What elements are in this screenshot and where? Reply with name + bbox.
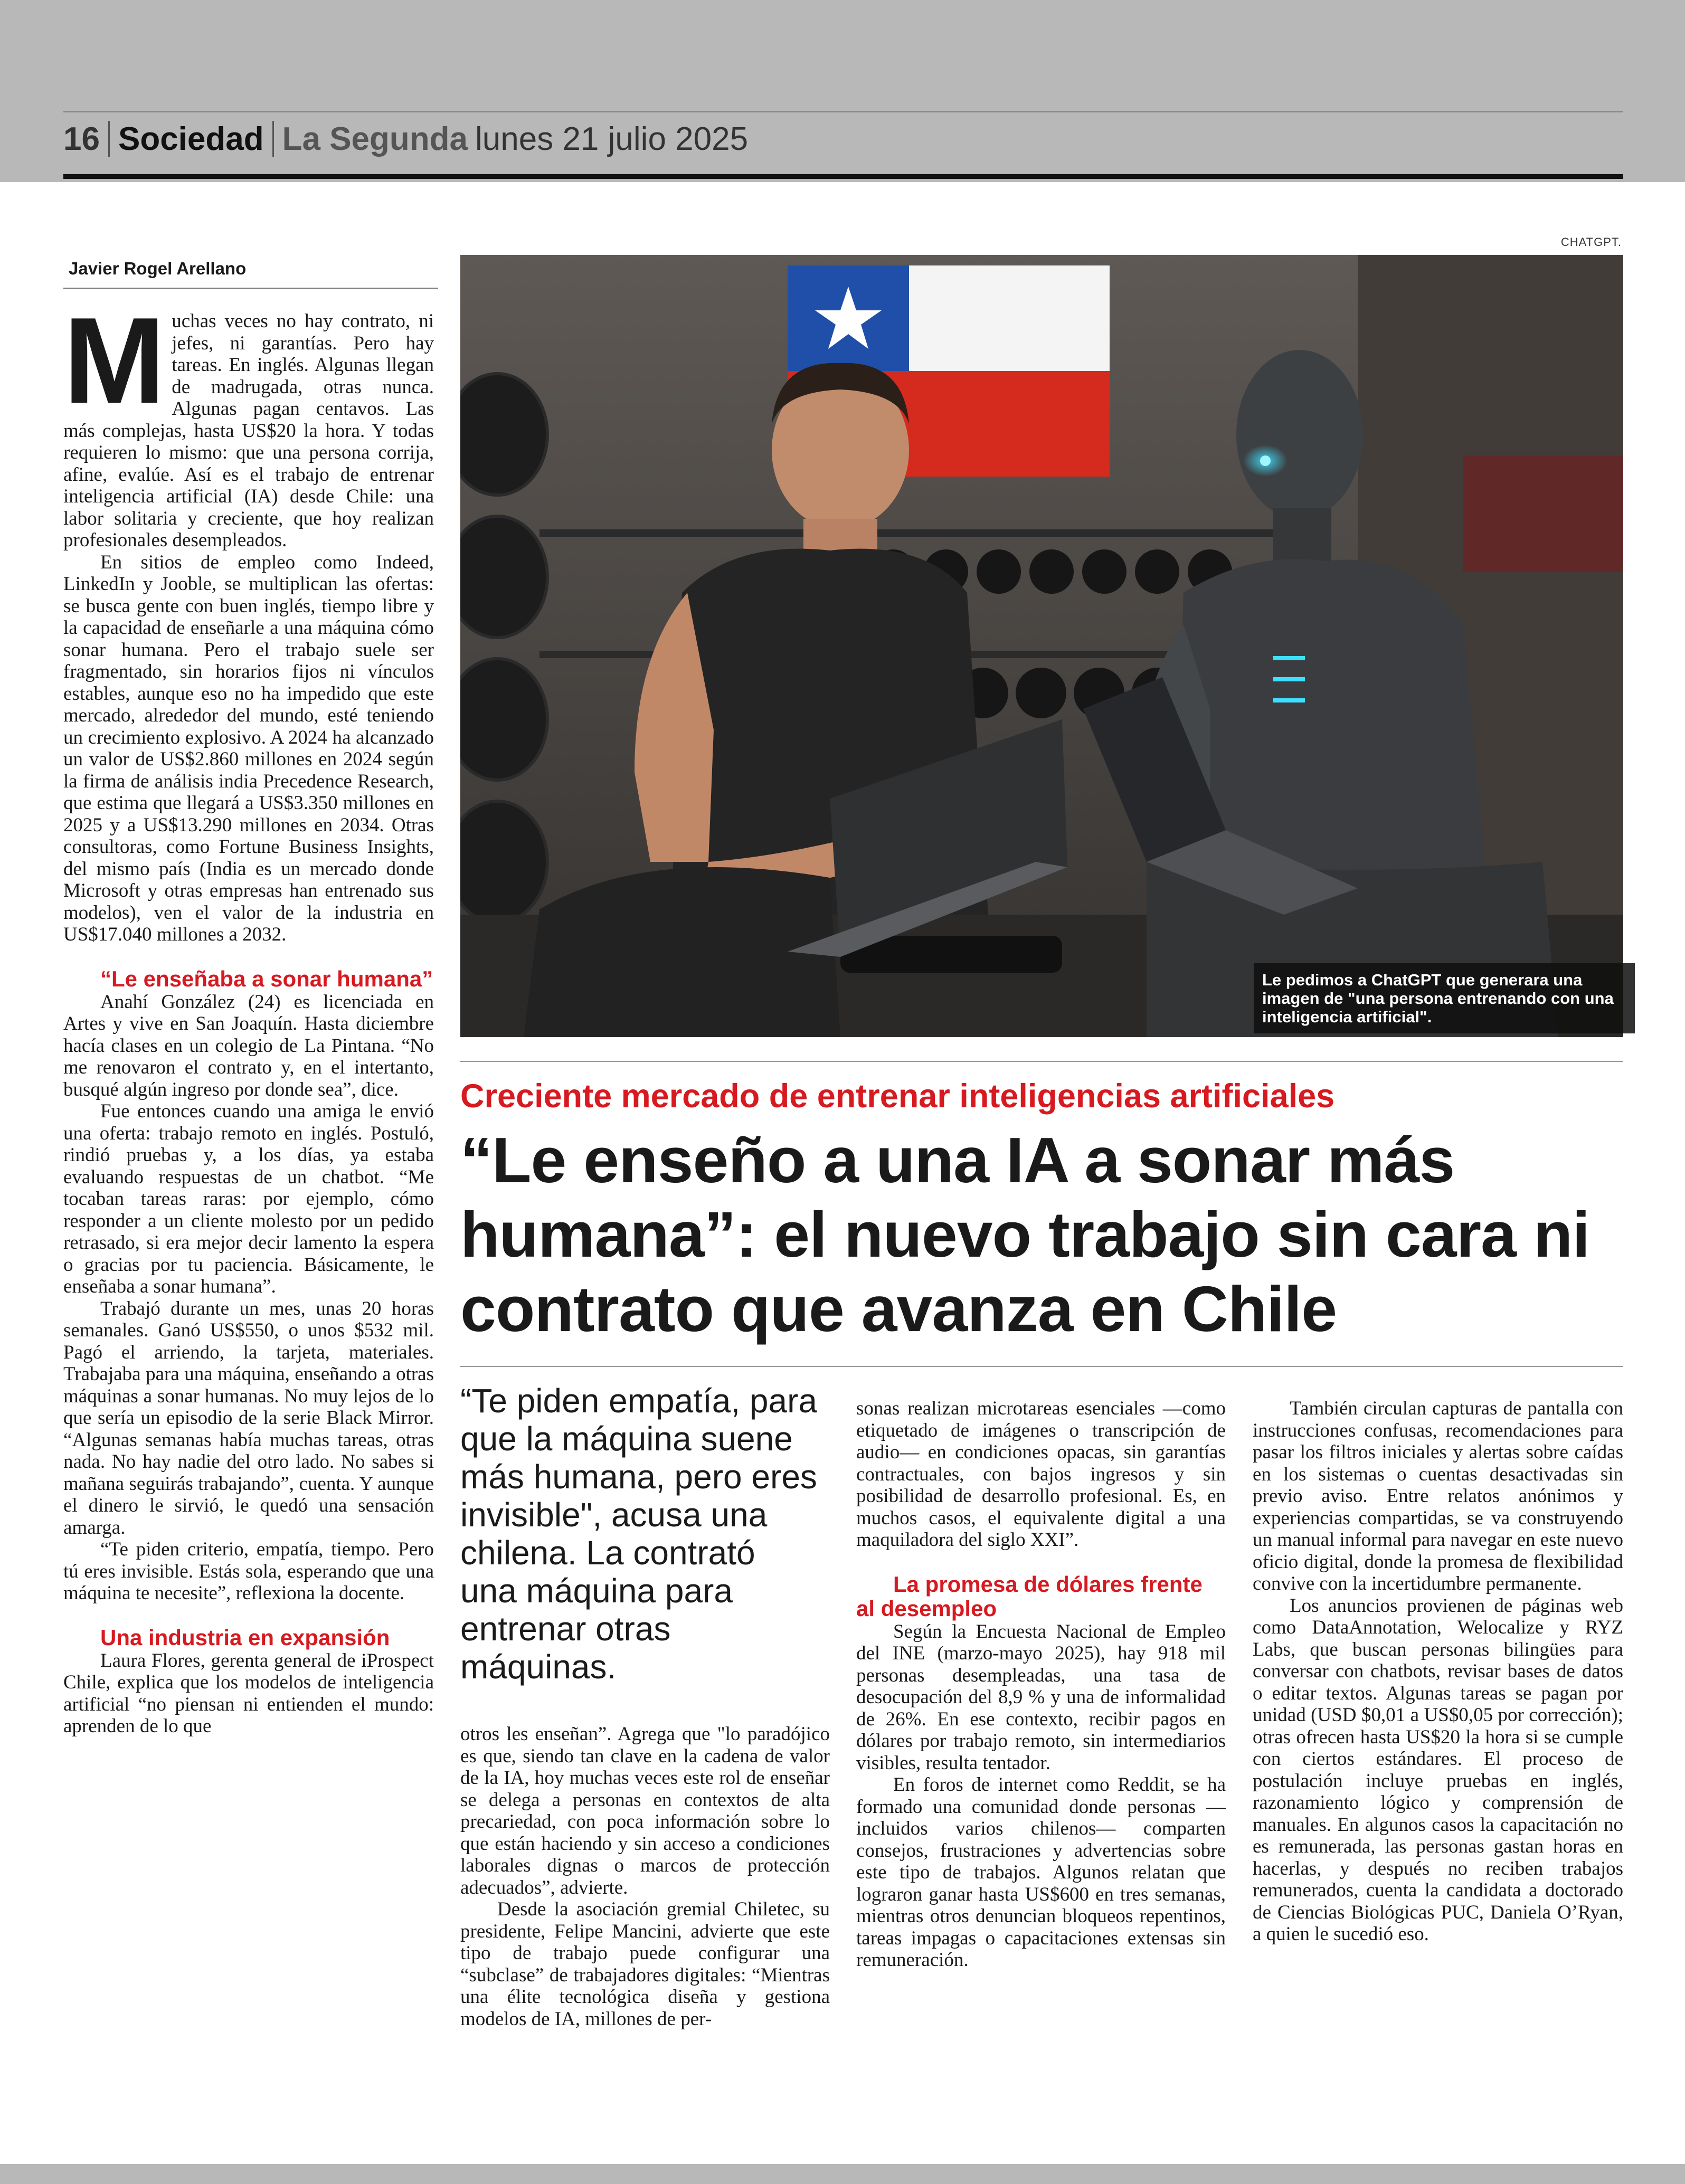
body-paragraph: En sitios de empleo como Indeed, LinkedIn y Jooble, se multiplican las ofertas: se busca gente con buen inglés, tiempo libre y la capacidad de enseñarle a una máquina cómo sonar humana. Pero el trabajo suele ser fragmentado, sin horarios fijos ni vínculos estables, aunque eso no ha impedido que este mercado, alrededor del mundo, esté teniendo un crecimiento explosivo. A 2024 ha alcanzado un valor de US$2.860 millones en 2024 según la firma de análisis india Precedence Research, que estima que llegará a US$3.350 millones en 2025 y a US$13.290 millones en 2034. Otras consultoras, como Fortune Business Insights, del mismo país (India es un mercado donde Microsoft y otras empresas han entrenado sus modelos), ven el valor de la industria en US$17.040 millones a 2032. [63, 551, 434, 945]
kicker-rule [460, 1061, 1623, 1062]
body-paragraph: Los anuncios provienen de páginas web como DataAnnotation, Welocalize y RYZ Labs, que buscan personas bilingües para conversar con chatbots, revisar bases de datos o editar textos. Algunas tareas se pagan por unidad (USD $0,01 a US$0,05 por corrección); otras ofrecen hasta US$20 la hora si se cumple con ciertos estándares. El proceso de postulación incluye pruebas en inglés, razonamiento lógico y comprensión de manuales. En algunos casos la capacitación no es remunerada, las personas gastan horas en hacerlas, y después no reciben trabajos remunerados, cuenta la candidata a doctorado de Ciencias Biológicas PUC, Daniela O’Ryan, a quien le sucedió eso. [1253, 1594, 1623, 1945]
byline-rule [63, 288, 438, 289]
subheading: La promesa de dólares frente al desempleo [856, 1571, 1203, 1621]
section-name: Sociedad [118, 120, 264, 157]
header-bottom-rule [63, 174, 1623, 179]
article-column-3 [856, 1398, 1226, 1971]
article-column-2 [460, 1723, 830, 2030]
photo-credit: CHATGPT. [1560, 235, 1622, 249]
header-top-rule [63, 111, 1623, 112]
subheading: Una industria en expansión [100, 1625, 390, 1650]
lead-paragraph: Muchas veces no hay contrato, ni jefes, ni garantías. Pero hay tareas. En inglés. Algunas llegan de madrugada, otras nunca. Algunas pagan centavos. Las más complejas, hasta US$20 la hora. Y todas requieren lo mismo: que una persona corrija, afine, evalúe. Así es el trabajo de entrenar inteligencia artificial (IA) desde Chile: una labor solitaria y creciente, que hoy realizan profesionales desempleados. [63, 292, 434, 551]
pull-quote: “Te piden empatía, para que la máquina suene más humana, pero eres invisible", acusa una chilena. La contrató una máquina para entrenar otras máquinas. [460, 1382, 817, 1686]
body-paragraph: Desde la asociación gremial Chiletec, su presidente, Felipe Mancini, advierte que este tipo de trabajo puede configurar una “subclase” de trabajadores digitales: “Mientras una élite tecnológica diseña y gestiona modelos de IA, millones de per- [460, 1898, 830, 2030]
page-number: 16 [63, 120, 100, 157]
publication-name: La Segunda [282, 120, 468, 157]
headline: “Le enseño a una IA a sonar más humana”: el nuevo trabajo sin cara ni contrato que avanza en Chile [460, 1124, 1590, 1345]
byline: Javier Rogel Arellano [69, 259, 247, 278]
body-paragraph: “Te piden criterio, empatía, tiempo. Pero tú eres invisible. Estás sola, esperando que una máquina te necesite”, reflexiona la docente. [63, 1539, 434, 1604]
body-paragraph: otros les enseñan”. Agrega que "lo paradójico es que, siendo tan clave en la cadena de valor de la IA, hoy muchas veces este rol de enseñar se delega a personas en contextos de alta precariedad, con poca información sobre lo que están haciendo y sin acceso a condiciones laborales dignas o marcos de protección adecuados”, advierte. [460, 1723, 830, 1898]
headline-rule [460, 1366, 1623, 1367]
body-paragraph: En foros de internet como Reddit, se ha formado una comunidad donde personas —incluidos varios chilenos— comparten consejos, frustraciones y advertencias sobre este tipo de trabajos. Algunos relatan que lograron ganar hasta US$600 en tres semanas, mientras otros denuncian bloqueos repentinos, tareas impagas o capacitaciones extensas sin remuneración. [856, 1774, 1226, 1971]
body-paragraph: Anahí González (24) es licenciada en Artes y vive en San Joaquín. Hasta diciembre hacía clases en un colegio de La Pintana. “No me renovaron el contrato y, en el intertanto, busqué algún ingreso por donde sea”, dice. [63, 991, 434, 1100]
body-paragraph: También circulan capturas de pantalla con instrucciones confusas, recomendaciones para pasar los filtros iniciales y alertas sobre caídas en los sistemas o cuentas desactivadas sin previo aviso. Entre relatos anónimos y experiencias compartidas, se va construyendo un manual informal para navegar en este nuevo oficio digital, donde la promesa de flexibilidad convive con la incertidumbre permanente. [1253, 1398, 1623, 1594]
body-paragraph: Fue entonces cuando una amiga le envió una oferta: trabajo remoto en inglés. Postuló, rindió pruebas y, a los días, ya estaba evaluando respuestas de un chatbot. “Me tocaban tareas raras: por ejemplo, cómo responder a un cliente molesto por un pedido retrasado, si era mejor decir lamento la espera o gracias por tu paciencia. Básicamente, le enseñaba a sonar humana”. [63, 1100, 434, 1297]
body-paragraph: Según la Encuesta Nacional de Empleo del INE (marzo-mayo 2025), hay 918 mil personas desempleadas, una tasa de desocupación del 8,9 % y una de informalidad de 26%. En ese contexto, recibir pagos en dólares por trabajo remoto, sin intermediarios visibles, resulta tentador. [856, 1620, 1226, 1774]
page-footer-band [0, 2164, 1685, 2184]
body-paragraph: Trabajó durante un mes, unas 20 horas semanales. Ganó US$550, o unos $532 mil. Pagó el arriendo, la tarjeta, materiales. Trabajaba para una máquina, enseñando a otras máquinas a sonar humanas. No muy lejos de lo que sería un episodio de la serie Black Mirror. “Algunas semanas había muchas tareas, otras nada. No hay nadie del otro lado. No sabes si mañana seguirás trabajando”, cuenta. Y aunque el dinero le sirvió, le quedó una sensación amarga. [63, 1297, 434, 1539]
header-divider [272, 121, 274, 157]
issue-date: lunes 21 julio 2025 [475, 120, 749, 157]
body-paragraph: sonas realizan microtareas esenciales —como etiquetado de imágenes o transcripción de audio— en condiciones opacas, sin garantías contractuales, con bajos ingresos y sin posibilidad de desarrollo profesional. Es, en muchos casos, el equivalente digital a una maquiladora del siglo XXI”. [856, 1398, 1226, 1551]
photo-caption: Le pedimos a ChatGPT que generara una imagen de "una persona entrenando con una inteligencia artificial". [1254, 963, 1635, 1033]
body-paragraph: Laura Flores, gerenta general de iProspect Chile, explica que los modelos de inteligencia artificial “no piensan ni entienden el mundo: aprenden de lo que [63, 1649, 434, 1737]
kicker: Creciente mercado de entrenar inteligencias artificiales [460, 1078, 1335, 1115]
article-photo [460, 255, 1623, 1037]
article-column-4 [1253, 1398, 1623, 1945]
subheading: “Le enseñaba a sonar humana” [100, 966, 433, 991]
header-divider [108, 121, 110, 157]
article-column-1 [63, 292, 434, 1737]
page-header [63, 117, 748, 160]
